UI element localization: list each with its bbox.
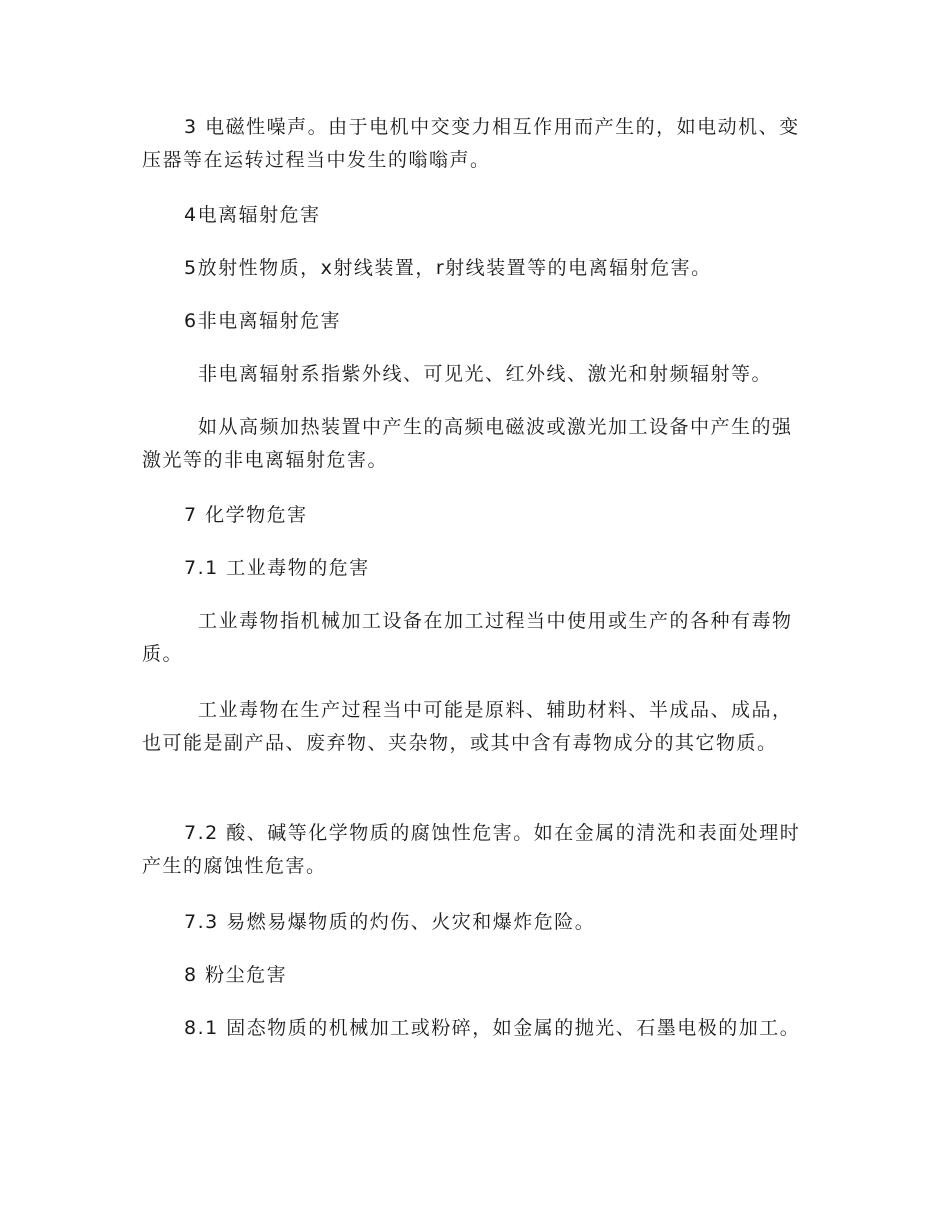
paragraph-electromagnetic-noise: 3 电磁性噪声。由于电机中交变力相互作用而产生的，如电动机、变压器等在运转过程当中发生的嗡嗡声。 — [142, 116, 800, 171]
paragraph-industrial-toxins-definition: 工业毒物指机械加工设备在加工过程当中使用或生产的各种有毒物质。 — [142, 610, 793, 665]
paragraph-solid-processing: 8.1 固态物质的机械加工或粉碎，如金属的抛光、石墨电极的加工。 — [184, 1017, 801, 1039]
paragraph-non-ionizing-examples: 如从高频加热装置中产生的高频电磁波或激光加工设备中产生的强激光等的非电离辐射危害。 — [142, 416, 793, 471]
paragraph-radioactive-substances: 5放射性物质，x射线装置，r射线装置等的电离辐射危害。 — [184, 257, 712, 279]
heading-dust-hazards: 8 粉尘危害 — [184, 964, 288, 986]
heading-non-ionizing-radiation: 6非电离辐射危害 — [184, 310, 342, 332]
paragraph-corrosive-hazards: 7.2 酸、碱等化学物质的腐蚀性危害。如在金属的清洗和表面处理时产生的腐蚀性危害。 — [142, 822, 801, 877]
heading-industrial-toxins: 7.1 工业毒物的危害 — [184, 557, 370, 579]
heading-ionizing-radiation: 4电离辐射危害 — [184, 204, 321, 226]
heading-chemical-hazards: 7 化学物危害 — [184, 504, 308, 526]
paragraph-non-ionizing-definition: 非电离辐射系指紫外线、可见光、红外线、激光和射频辐射等。 — [198, 363, 773, 385]
paragraph-industrial-toxins-forms: 工业毒物在生产过程当中可能是原料、辅助材料、半成品、成品，也可能是副产品、废弃物、夹杂物，或其中含有毒物成分的其它物质。 — [142, 699, 793, 754]
paragraph-flammable-explosive: 7.3 易燃易爆物质的灼伤、火灾和爆炸危险。 — [184, 911, 596, 933]
